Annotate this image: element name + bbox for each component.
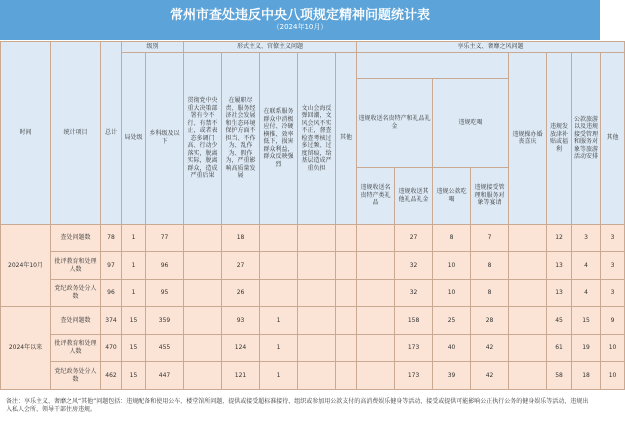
cell-h4: 9	[601, 307, 625, 335]
cell-f2: 124	[222, 334, 260, 362]
cell-b2: 7	[471, 224, 509, 252]
cell-h3: 19	[572, 334, 601, 362]
cell-b1: 39	[433, 362, 471, 390]
cell-f1	[184, 279, 222, 307]
cell-f5	[336, 252, 357, 280]
cell-h3: 15	[572, 307, 601, 335]
cell-h1	[509, 307, 547, 335]
cell-g2: 173	[395, 362, 433, 390]
cell-f5	[336, 279, 357, 307]
cell-f2: 121	[222, 362, 260, 390]
cell-f4	[298, 362, 336, 390]
cell-g1	[357, 362, 395, 390]
cell-f3	[260, 252, 298, 280]
cell-f3: 1	[260, 334, 298, 362]
cell-h2: 13	[547, 279, 572, 307]
cell-total: 462	[101, 362, 122, 390]
cell-f5	[336, 362, 357, 390]
row-item: 批评教育和处理人数	[51, 334, 101, 362]
cell-g2: 173	[395, 334, 433, 362]
header-banquet-col-2: 违规接受管理和服务对象等宴请	[471, 167, 509, 224]
header-banquet-group: 违规吃喝	[433, 79, 509, 167]
cell-f4	[298, 279, 336, 307]
cell-b1: 10	[433, 252, 471, 280]
cell-f5	[336, 307, 357, 335]
header-formalism-col-2: 在履职尽责、服务经济社会发展和生态环境保护方面不担当、不作为、乱作为、假作为，严重影响高质量发展	[222, 53, 260, 225]
cell-f4	[298, 224, 336, 252]
cell-f1	[184, 334, 222, 362]
table-row	[1, 362, 625, 390]
period-label: 2024年以来	[1, 307, 51, 390]
header-hedonism-col-2: 违规发放津补贴或福利	[547, 53, 572, 225]
cell-b1: 40	[433, 334, 471, 362]
cell-b2: 28	[471, 307, 509, 335]
header-gift-group: 违规收送名贵特产和礼品礼金	[357, 79, 433, 167]
cell-township: 455	[146, 334, 184, 362]
cell-g2: 32	[395, 279, 433, 307]
cell-h4: 3	[601, 252, 625, 280]
cell-bureau: 1	[122, 252, 146, 280]
header-hedonism-col-3: 公款旅游以及违规接受管理和服务对象等旅游活动安排	[572, 53, 601, 225]
cell-f4	[298, 334, 336, 362]
header-hedonism: 享乐主义、奢靡之风问题	[357, 42, 625, 53]
cell-township: 95	[146, 279, 184, 307]
header-level-bureau: 局处级	[122, 53, 146, 225]
header-level: 级别	[122, 42, 184, 53]
cell-g1	[357, 307, 395, 335]
cell-b2: 42	[471, 334, 509, 362]
cell-township: 77	[146, 224, 184, 252]
cell-f1	[184, 307, 222, 335]
cell-h3: 4	[572, 279, 601, 307]
cell-g2: 32	[395, 252, 433, 280]
table-title: 常州市查处违反中央八项规定精神问题统计表	[169, 8, 430, 23]
cell-g1	[357, 224, 395, 252]
cell-f2: 27	[222, 252, 260, 280]
cell-g1	[357, 334, 395, 362]
header-formalism: 形式主义、官僚主义问题	[184, 42, 357, 53]
cell-h1	[509, 362, 547, 390]
header-stat-item: 统计项目	[51, 42, 101, 225]
header-gift-col-2: 违规收送其他礼品礼金	[395, 167, 433, 224]
cell-h4: 3	[601, 224, 625, 252]
cell-b1: 25	[433, 307, 471, 335]
table-row	[1, 252, 625, 280]
cell-h4: 10	[601, 334, 625, 362]
statistics-table	[0, 41, 625, 390]
cell-f3: 1	[260, 307, 298, 335]
cell-h2: 45	[547, 307, 572, 335]
cell-b1: 10	[433, 279, 471, 307]
cell-b1: 8	[433, 224, 471, 252]
cell-township: 96	[146, 252, 184, 280]
cell-bureau: 1	[122, 224, 146, 252]
table-row	[1, 334, 625, 362]
cell-f4	[298, 252, 336, 280]
cell-township: 359	[146, 307, 184, 335]
period-label: 2024年10月	[1, 224, 51, 307]
cell-h3: 18	[572, 362, 601, 390]
cell-g1	[357, 252, 395, 280]
cell-f5	[336, 334, 357, 362]
cell-g2: 27	[395, 224, 433, 252]
header-time: 时间	[1, 42, 51, 225]
cell-f5	[336, 224, 357, 252]
cell-g2: 158	[395, 307, 433, 335]
cell-h1	[509, 334, 547, 362]
header-formalism-col-3: 在联系服务群众中消极应付、冷硬横推、效率低下，损害群众利益，群众反映强烈	[260, 53, 298, 225]
cell-h4: 3	[601, 279, 625, 307]
footnote: 备注：享乐主义、奢靡之风“其他”问题包括：违规配备和使用公车、楼堂馆所问题、提供或接受超标准接待、组织或参加用公款支付的高消费娱乐健身等活动、接受或提供可能影响公正执行公务的健身娱乐等活动、违规出入私人会所、领导干部住房违规。	[0, 392, 600, 435]
cell-h1	[509, 252, 547, 280]
cell-h3: 3	[572, 224, 601, 252]
cell-bureau: 15	[122, 334, 146, 362]
cell-bureau: 15	[122, 307, 146, 335]
cell-f4	[298, 307, 336, 335]
cell-b2: 8	[471, 252, 509, 280]
header-level-township: 乡科级及以下	[146, 53, 184, 225]
cell-f3	[260, 279, 298, 307]
cell-total: 374	[101, 307, 122, 335]
row-item: 批评教育和处理人数	[51, 252, 101, 280]
header-hedonism-col-4: 其他	[601, 53, 625, 225]
cell-b2: 42	[471, 362, 509, 390]
row-item: 查处问题数	[51, 224, 101, 252]
row-item: 党纪政务处分人数	[51, 362, 101, 390]
cell-f2: 18	[222, 224, 260, 252]
header-total: 总计	[101, 42, 122, 225]
cell-h2: 61	[547, 334, 572, 362]
cell-total: 97	[101, 252, 122, 280]
header-hedonism-spacer	[357, 53, 509, 79]
cell-h2: 12	[547, 224, 572, 252]
header-formalism-col-5: 其他	[336, 53, 357, 225]
cell-total: 470	[101, 334, 122, 362]
cell-h4: 10	[601, 362, 625, 390]
cell-f1	[184, 362, 222, 390]
table-row	[1, 224, 625, 252]
cell-f1	[184, 252, 222, 280]
header-hedonism-col-1: 违规操办婚丧喜庆	[509, 53, 547, 225]
header-formalism-col-4: 文山会海反弹回潮，文风会风不实不正，督查检查考核过多过频、过度留痕，给基层造成严重负担	[298, 53, 336, 225]
cell-f2: 93	[222, 307, 260, 335]
title-banner	[0, 0, 600, 40]
cell-f2: 26	[222, 279, 260, 307]
cell-h3: 4	[572, 252, 601, 280]
table-row	[1, 307, 625, 335]
cell-bureau: 15	[122, 362, 146, 390]
cell-h2: 13	[547, 252, 572, 280]
header-gift-col-1: 违规收送名贵特产类礼品	[357, 167, 395, 224]
cell-total: 78	[101, 224, 122, 252]
row-item: 查处问题数	[51, 307, 101, 335]
table-row	[1, 279, 625, 307]
cell-g1	[357, 279, 395, 307]
header-banquet-col-1: 违规公款吃喝	[433, 167, 471, 224]
cell-bureau: 1	[122, 279, 146, 307]
cell-b2: 8	[471, 279, 509, 307]
cell-h1	[509, 279, 547, 307]
table-subtitle: （2024年10月）	[272, 23, 328, 31]
cell-f3	[260, 224, 298, 252]
cell-total: 96	[101, 279, 122, 307]
header-formalism-col-1: 贯彻党中央重大决策部署有令不行、有禁不止，或者表态多调门高、行动少落实，脱离实际，脱离群众，造成严重后果	[184, 53, 222, 225]
cell-township: 447	[146, 362, 184, 390]
cell-f3: 1	[260, 362, 298, 390]
cell-h2: 58	[547, 362, 572, 390]
row-item: 党纪政务处分人数	[51, 279, 101, 307]
cell-h1	[509, 224, 547, 252]
cell-f1	[184, 224, 222, 252]
